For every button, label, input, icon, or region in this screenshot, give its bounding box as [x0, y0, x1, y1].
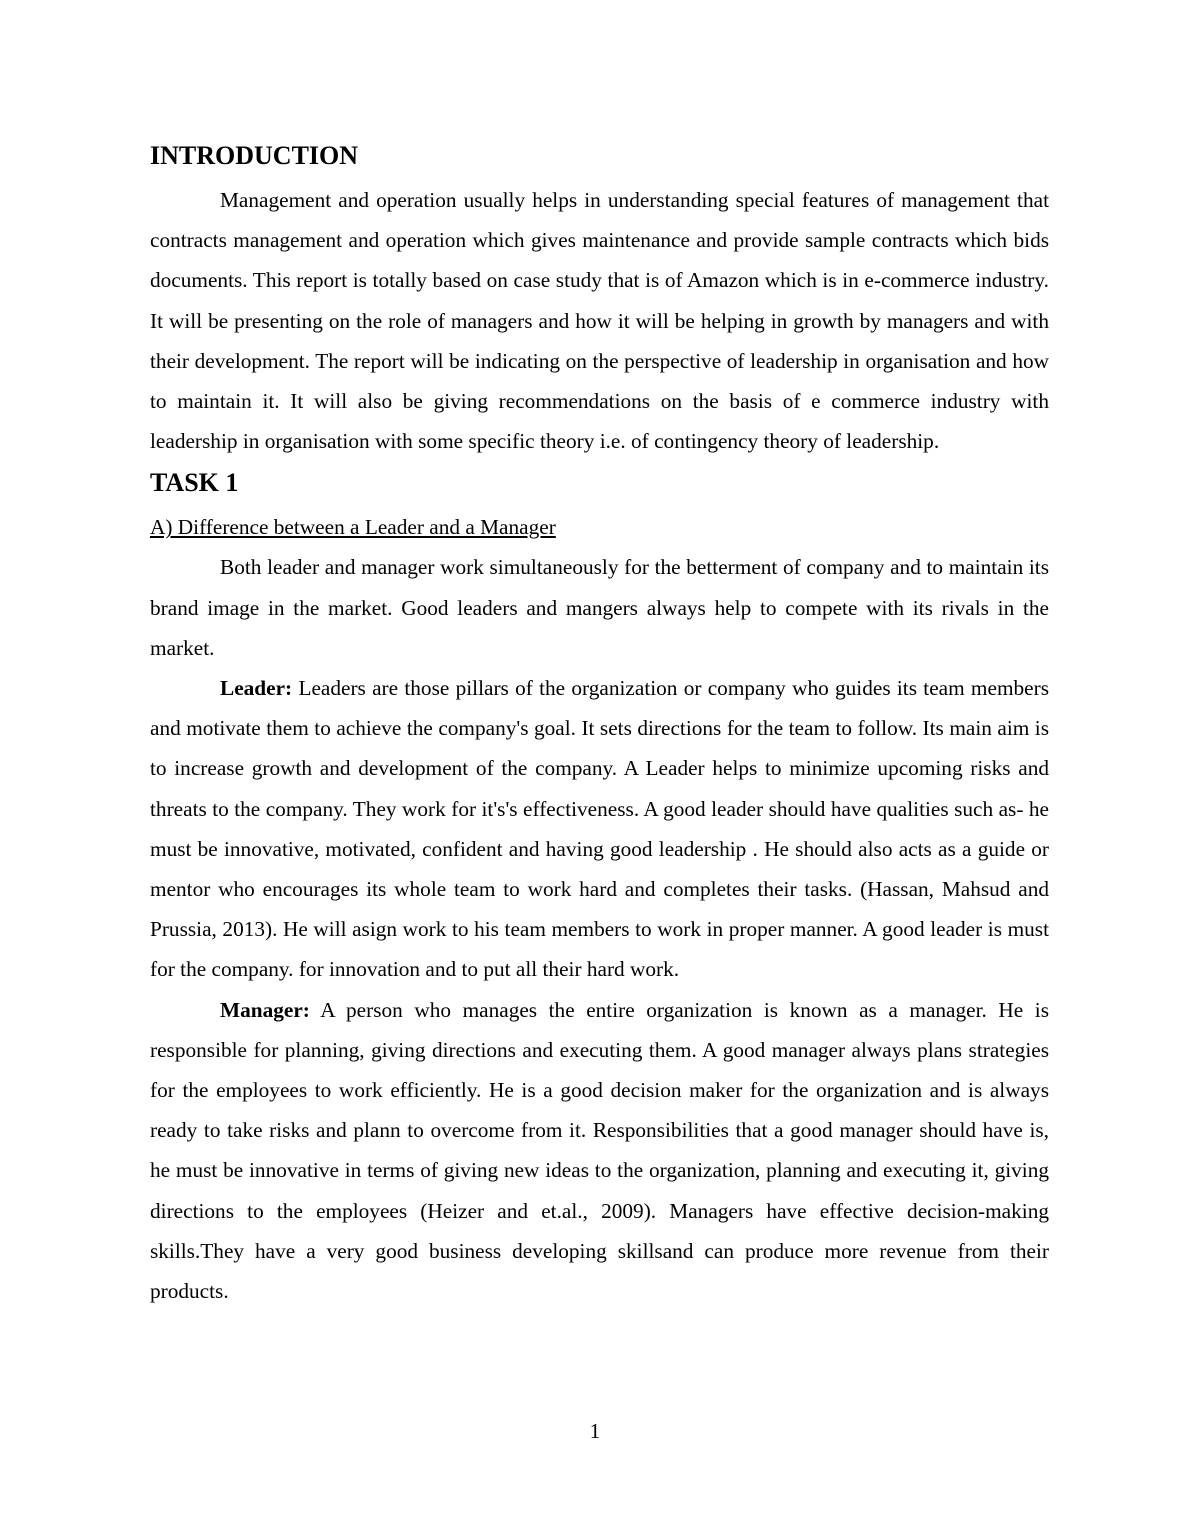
document-page [150, 138, 1049, 1311]
manager-text: A person who manages the entire organization is known as a manager. He is responsible for planning, giving directions and executing them. A good manager always plans strategies for the employees to work efficiently. He is a good decision maker for the organization and is always ready to take risks and plann to overcome from it. Responsibilities that a good manager should have is, he must be innovative in terms of giving new ideas to the organization, planning and executing it, giving directions to the employees (Heizer and et.al., 2009). Managers have effective decision-making skills.They have a very good business developing skillsand can produce more revenue from their products. [150, 997, 1049, 1304]
task-1-heading: TASK 1 [150, 468, 239, 498]
page-number: 1 [589, 1419, 601, 1443]
leader-manager-subheading: A) Difference between a Leader and a Manager [150, 515, 556, 540]
introduction-paragraph: Management and operation usually helps in understanding special features of management that contracts management and operation which gives maintenance and provide sample contracts which bids documents. This report is totally based on case study that is of Amazon which is in e-commerce industry. It will be presenting on the role of managers and how it will be helping in growth by managers and with their development. The report will be indicating on the perspective of leadership in organisation and how to maintain it. It will also be giving recommendations on the basis of e commerce industry with leadership in organisation with some specific theory i.e. of contingency theory of leadership. [150, 188, 1049, 454]
manager-paragraph [150, 990, 1049, 1312]
leader-text: Leaders are those pillars of the organization or company who guides its team members and motivate them to achieve the company's goal. It sets directions for the team to follow. Its main aim is to increase growth and development of the company. A Leader helps to minimize upcoming risks and threats to the company. They work for it's's effectiveness. A good leader should have qualities such as- he must be innovative, motivated, confident and having good leadership . He should also acts as a guide or mentor who encourages its whole team to work hard and completes their tasks. (Hassan, Mahsud and Prussia, 2013). He will asign work to his team members to work in proper manner. A good leader is must for the company. for innovation and to put all their hard work. [150, 676, 1049, 982]
manager-label: Manager: [220, 997, 310, 1022]
leader-label: Leader: [220, 676, 293, 701]
introduction-heading: INTRODUCTION [150, 141, 359, 170]
leader-manager-intro-paragraph: Both leader and manager work simultaneously for the betterment of company and to maintain its brand image in the market. Good leaders and mangers always help to compete with its rivals in the market. [150, 555, 1049, 660]
leader-paragraph [150, 668, 1049, 990]
